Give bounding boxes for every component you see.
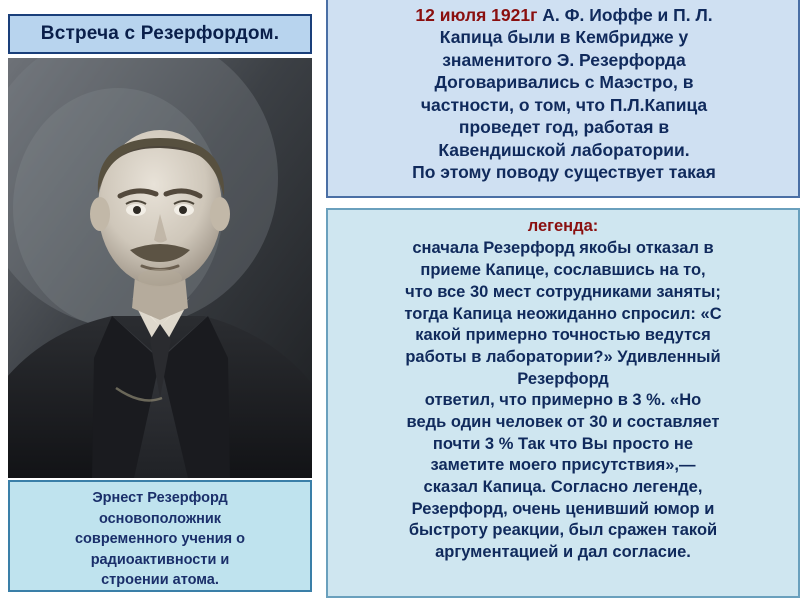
legend-title: легенда: [527, 217, 599, 235]
legend-line: приеме Капице, сославшись на то, [420, 261, 706, 280]
legend-line: что все 30 мест сотрудниками заняты; [405, 282, 721, 301]
legend-line: какой примерно точностью ведутся [415, 326, 711, 345]
intro-line: Капица были в Кембридже у [439, 27, 689, 48]
legend-line: заметите моего присутствия»,— [430, 456, 696, 475]
caption-line: современного учения о [74, 531, 246, 548]
intro-line [340, 4, 788, 26]
slide-title-box [8, 14, 312, 54]
caption-line: Эрнест Резерфорд [92, 490, 228, 506]
legend-line: ответил, что примерно в 3 %. «Но [424, 391, 702, 410]
legend-line: быстроту реакции, был сражен такой [408, 521, 718, 540]
legend-text-box [326, 208, 800, 598]
portrait-photo-graphic [8, 58, 312, 478]
caption-line: строении атома. [101, 572, 219, 589]
legend-line: тогда Капица неожиданно спросил: «С [404, 304, 722, 323]
intro-line: проведет год, работая в [458, 117, 670, 138]
page-title: Встреча с Резерфордом. [40, 23, 280, 44]
caption-line: основоположник [98, 510, 222, 527]
legend-line: ведь один человек от 30 и составляет [406, 412, 720, 431]
caption-line: радиоактивности и [90, 551, 230, 568]
date-highlight: 12 июля 1921г [415, 5, 538, 25]
legend-line: Резерфорд [517, 369, 609, 388]
intro-line: Кавендишской лаборатории. [438, 139, 690, 160]
legend-line: почти 3 % Так что Вы просто не [432, 434, 694, 453]
legend-line: аргументацией и дал согласие. [435, 543, 691, 562]
legend-line: работы в лаборатории?» Удивленный [405, 347, 721, 366]
legend-line: сначала Резерфорд якобы отказал в [412, 239, 714, 258]
portrait-photo [8, 58, 312, 478]
legend-line: Резерфорд, очень ценивший юмор и [411, 499, 715, 518]
intro-line-rest: А. Ф. Иоффе и П. Л. [537, 5, 713, 25]
intro-line: знаменитого Э. Резерфорда [442, 49, 686, 70]
intro-line: частности, о том, что П.Л.Капица [420, 94, 708, 115]
intro-line: По этому поводу существует такая [412, 162, 716, 183]
intro-line: Договаривались с Маэстро, в [434, 72, 694, 93]
legend-line: сказал Капица. Согласно легенде, [423, 478, 703, 496]
intro-text-box [326, 0, 800, 198]
portrait-caption-box [8, 480, 312, 592]
